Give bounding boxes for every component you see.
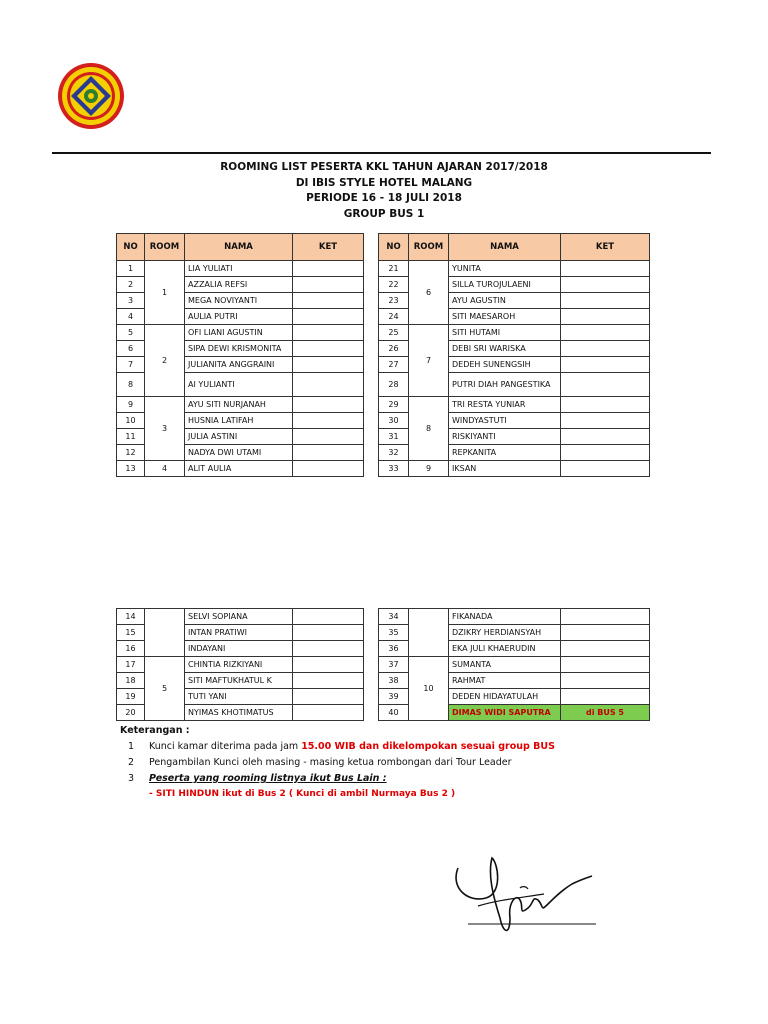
organization-logo	[57, 62, 125, 130]
ket-cell	[561, 357, 650, 373]
row-no: 6	[117, 341, 145, 357]
row-no: 3	[117, 293, 145, 309]
row-no: 1	[117, 261, 145, 277]
participant-name: REPKANITA	[449, 445, 561, 461]
ket-cell	[561, 261, 650, 277]
room-number	[145, 609, 185, 657]
note-number: 1	[128, 741, 135, 752]
room-number: 4	[145, 461, 185, 477]
room-number: 5	[145, 657, 185, 721]
room-number: 2	[145, 325, 185, 397]
col-header-no: NO	[379, 234, 409, 261]
col-header-nama: NAMA	[449, 234, 561, 261]
table-row	[117, 461, 364, 477]
participant-name: DEBI SRI WARISKA	[449, 341, 561, 357]
row-no: 25	[379, 325, 409, 341]
participant-name: INDAYANI	[185, 641, 293, 657]
ket-cell	[561, 413, 650, 429]
row-no: 16	[117, 641, 145, 657]
ket-cell	[293, 689, 364, 705]
col-header-nama: NAMA	[185, 234, 293, 261]
ket-cell	[561, 445, 650, 461]
ket-cell	[293, 341, 364, 357]
table-row	[379, 325, 650, 341]
row-no: 24	[379, 309, 409, 325]
participant-name: AYU AGUSTIN	[449, 293, 561, 309]
row-no: 26	[379, 341, 409, 357]
row-no: 4	[117, 309, 145, 325]
row-no: 17	[117, 657, 145, 673]
ket-cell	[561, 609, 650, 625]
ket-cell	[293, 625, 364, 641]
participant-name: PUTRI DIAH PANGESTIKA	[449, 373, 561, 397]
ket-cell	[561, 429, 650, 445]
participant-name: DZIKRY HERDIANSYAH	[449, 625, 561, 641]
room-number: 8	[409, 397, 449, 461]
ket-cell	[561, 625, 650, 641]
title-line-3: PERIODE 16 - 18 JULI 2018	[306, 192, 462, 204]
ket-cell	[293, 657, 364, 673]
table-row	[117, 261, 364, 277]
note-item	[120, 773, 555, 784]
row-no: 30	[379, 413, 409, 429]
row-no: 2	[117, 277, 145, 293]
room-number: 7	[409, 325, 449, 397]
note-item	[120, 741, 555, 752]
participant-name: NYIMAS KHOTIMATUS	[185, 705, 293, 721]
row-no: 5	[117, 325, 145, 341]
rooming-table-top-right	[378, 233, 650, 477]
ket-cell	[293, 609, 364, 625]
participant-name: CHINTIA RIZKIYANI	[185, 657, 293, 673]
participant-name: SITI HUTAMI	[449, 325, 561, 341]
row-no: 35	[379, 625, 409, 641]
participant-name: SIPA DEWI KRISMONITA	[185, 341, 293, 357]
rooming-table-top-left	[116, 233, 364, 477]
participant-name: MEGA NOVIYANTI	[185, 293, 293, 309]
room-number: 1	[145, 261, 185, 325]
ket-cell	[561, 293, 650, 309]
ket-cell	[293, 429, 364, 445]
ket-cell: di BUS 5	[561, 705, 650, 721]
note-text: Kunci kamar diterima pada jam	[149, 741, 302, 752]
row-no: 36	[379, 641, 409, 657]
participant-name: LIA YULIATI	[185, 261, 293, 277]
ket-cell	[561, 397, 650, 413]
participant-name: FIKANADA	[449, 609, 561, 625]
participant-name: AULIA PUTRI	[185, 309, 293, 325]
ket-cell	[561, 689, 650, 705]
participant-name: DEDEH SUNENGSIH	[449, 357, 561, 373]
note-number: 3	[128, 773, 135, 784]
row-no: 23	[379, 293, 409, 309]
participant-name: WINDYASTUTI	[449, 413, 561, 429]
col-header-room: ROOM	[409, 234, 449, 261]
ket-cell	[561, 461, 650, 477]
row-no: 15	[117, 625, 145, 641]
row-no: 13	[117, 461, 145, 477]
room-number: 6	[409, 261, 449, 325]
note-extra: - SITI HINDUN ikut di Bus 2 ( Kunci di ambil Nurmaya Bus 2 )	[149, 789, 456, 799]
title-line-4: GROUP BUS 1	[343, 207, 425, 220]
participant-name: JULIA ASTINI	[185, 429, 293, 445]
row-no: 33	[379, 461, 409, 477]
table-row	[379, 397, 650, 413]
ket-cell	[561, 309, 650, 325]
room-number: 10	[409, 657, 449, 721]
participant-name: SILLA TUROJULAENI	[449, 277, 561, 293]
participant-name: OFI LIANI AGUSTIN	[185, 325, 293, 341]
participant-name: AI YULIANTI	[185, 373, 293, 397]
row-no: 8	[117, 373, 145, 397]
title-line-1: ROOMING LIST PESERTA KKL TAHUN AJARAN 2017/2018	[220, 161, 548, 173]
note-extra-row	[120, 789, 555, 799]
ket-cell	[561, 277, 650, 293]
rooming-table-bottom-right	[378, 608, 650, 721]
row-no: 31	[379, 429, 409, 445]
room-number: 9	[409, 461, 449, 477]
col-header-ket: KET	[561, 234, 650, 261]
note-item	[120, 757, 555, 768]
row-no: 38	[379, 673, 409, 689]
ket-cell	[293, 397, 364, 413]
table-row	[379, 657, 650, 673]
note-red-text: 15.00 WIB dan dikelompokan sesuai group BUS	[301, 741, 555, 752]
row-no: 10	[117, 413, 145, 429]
row-no: 9	[117, 397, 145, 413]
participant-name: DIMAS WIDI SAPUTRA	[449, 705, 561, 721]
col-header-room: ROOM	[145, 234, 185, 261]
note-text: Pengambilan Kunci oleh masing - masing ketua rombongan dari Tour Leader	[149, 757, 512, 768]
room-number: 3	[145, 397, 185, 461]
participant-name: JULIANITA ANGGRAINI	[185, 357, 293, 373]
row-no: 18	[117, 673, 145, 689]
ket-cell	[293, 705, 364, 721]
title-line-2: DI IBIS STYLE HOTEL MALANG	[295, 176, 473, 189]
ket-cell	[293, 293, 364, 309]
ket-cell	[293, 277, 364, 293]
ket-cell	[561, 373, 650, 397]
ket-cell	[293, 357, 364, 373]
participant-name: RAHMAT	[449, 673, 561, 689]
participant-name: DEDEN HIDAYATULAH	[449, 689, 561, 705]
notes-section	[120, 725, 555, 799]
row-no: 20	[117, 705, 145, 721]
participant-name: SELVI SOPIANA	[185, 609, 293, 625]
table-row	[117, 397, 364, 413]
ket-cell	[293, 325, 364, 341]
participant-name: TRI RESTA YUNIAR	[449, 397, 561, 413]
row-no: 7	[117, 357, 145, 373]
note-text: Peserta yang rooming listnya ikut Bus Lain :	[149, 773, 387, 784]
header-rule	[52, 152, 711, 154]
row-no: 21	[379, 261, 409, 277]
table-row	[379, 609, 650, 625]
table-row	[379, 261, 650, 277]
participant-name: INTAN PRATIWI	[185, 625, 293, 641]
participant-name: NADYA DWI UTAMI	[185, 445, 293, 461]
row-no: 28	[379, 373, 409, 397]
participant-name: EKA JULI KHAERUDIN	[449, 641, 561, 657]
room-number	[409, 609, 449, 657]
ket-cell	[293, 261, 364, 277]
row-no: 22	[379, 277, 409, 293]
table-row	[117, 609, 364, 625]
row-no: 40	[379, 705, 409, 721]
participant-name: SUMANTA	[449, 657, 561, 673]
row-no: 19	[117, 689, 145, 705]
row-no: 29	[379, 397, 409, 413]
participant-name: RISKIYANTI	[449, 429, 561, 445]
participant-name: IKSAN	[449, 461, 561, 477]
document-title	[0, 160, 768, 222]
participant-name: TUTI YANI	[185, 689, 293, 705]
ket-cell	[293, 641, 364, 657]
ket-cell	[293, 673, 364, 689]
participant-name: AYU SITI NURJANAH	[185, 397, 293, 413]
rooming-table-bottom-left	[116, 608, 364, 721]
table-row	[117, 325, 364, 341]
ket-cell	[561, 641, 650, 657]
ket-cell	[561, 325, 650, 341]
row-no: 37	[379, 657, 409, 673]
row-no: 39	[379, 689, 409, 705]
row-no: 11	[117, 429, 145, 445]
notes-heading: Keterangan :	[120, 725, 190, 736]
ket-cell	[293, 373, 364, 397]
ket-cell	[293, 413, 364, 429]
ket-cell	[293, 461, 364, 477]
participant-name: ALIT AULIA	[185, 461, 293, 477]
signature	[448, 848, 600, 938]
participant-name: SITI MAFTUKHATUL K	[185, 673, 293, 689]
ket-cell	[561, 673, 650, 689]
table-row	[379, 461, 650, 477]
participant-name: SITI MAESAROH	[449, 309, 561, 325]
row-no: 34	[379, 609, 409, 625]
row-no: 27	[379, 357, 409, 373]
table-row	[117, 657, 364, 673]
ket-cell	[561, 657, 650, 673]
col-header-ket: KET	[293, 234, 364, 261]
participant-name: AZZALIA REFSI	[185, 277, 293, 293]
ket-cell	[561, 341, 650, 357]
ket-cell	[293, 445, 364, 461]
row-no: 12	[117, 445, 145, 461]
note-number: 2	[128, 757, 135, 768]
participant-name: HUSNIA LATIFAH	[185, 413, 293, 429]
col-header-no: NO	[117, 234, 145, 261]
row-no: 14	[117, 609, 145, 625]
participant-name: YUNITA	[449, 261, 561, 277]
row-no: 32	[379, 445, 409, 461]
ket-cell	[293, 309, 364, 325]
